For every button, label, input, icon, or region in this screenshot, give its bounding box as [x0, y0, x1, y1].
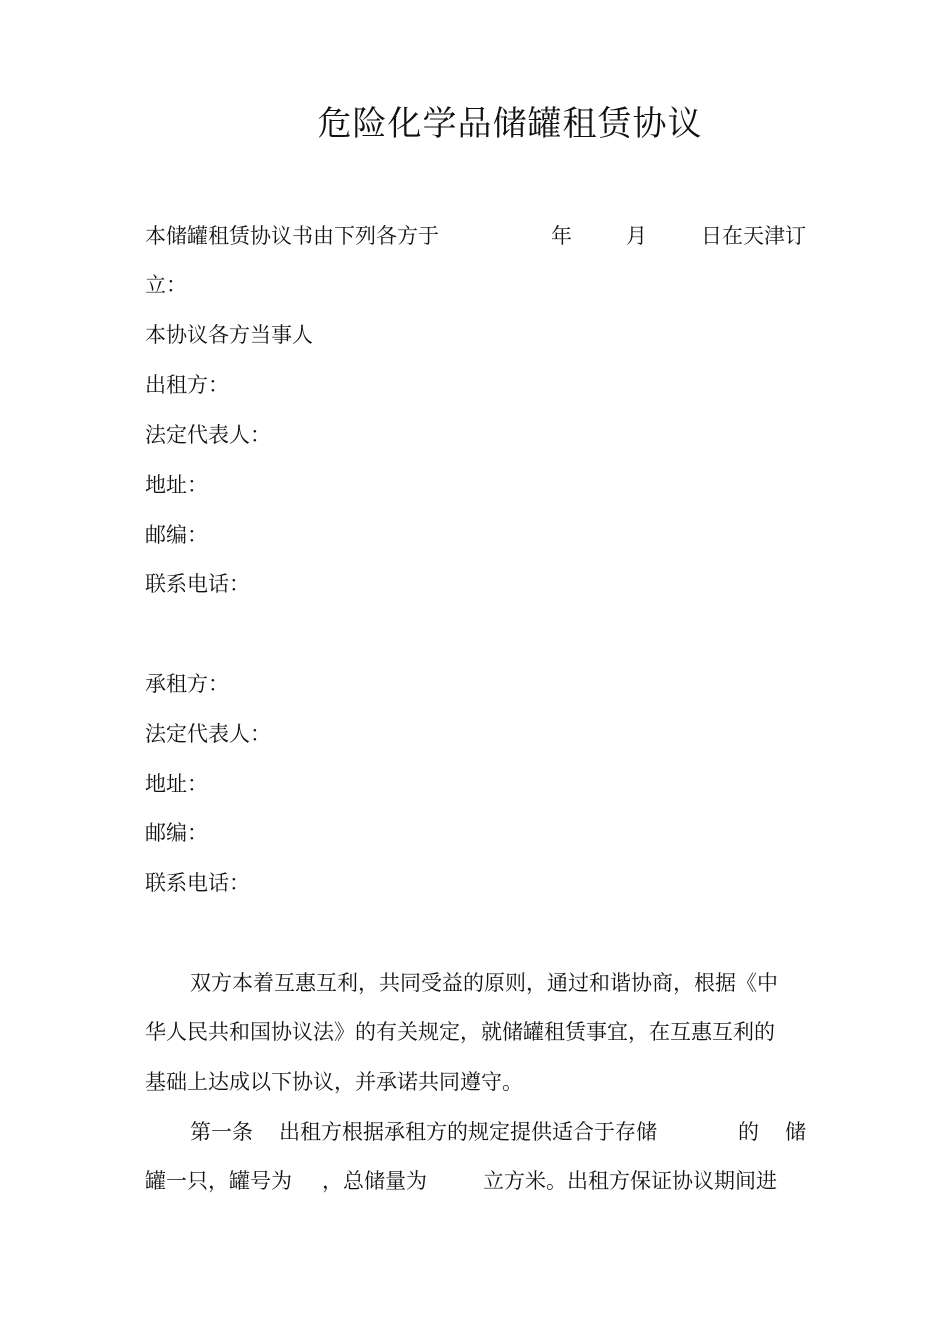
preamble-line-2: 华人民共和国协议法》的有关规定，就储罐租赁事宜，在互惠互利的 [145, 1020, 775, 1044]
lessee-phone: 联系电话： [145, 871, 250, 895]
lessor-address: 地址： [145, 473, 208, 497]
lessee-postcode: 邮编： [145, 821, 208, 845]
intro-line [145, 221, 806, 251]
article1-de: 的 [738, 1120, 759, 1144]
article1-capacity: ，总储量为 [322, 1169, 427, 1193]
parties-heading: 本协议各方当事人 [145, 323, 313, 347]
intro-day-place: 日在天津订 [701, 224, 806, 248]
article1-line-1 [190, 1117, 806, 1147]
lessee-rep: 法定代表人： [145, 722, 271, 746]
article1-text: 出租方根据承租方的规定提供适合于存储 [279, 1120, 657, 1144]
lessor-postcode: 邮编： [145, 523, 208, 547]
article1-number: 第一条 [190, 1120, 253, 1144]
intro-year: 年 [551, 224, 572, 248]
article1-line-2 [145, 1166, 777, 1196]
article1-tank-no: 罐一只，罐号为 [145, 1169, 292, 1193]
lessor-phone: 联系电话： [145, 572, 250, 596]
document-title: 危险化学品储罐租赁协议 [317, 104, 703, 144]
preamble-line-1: 双方本着互惠互利，共同受益的原则，通过和谐协商，根据《中 [190, 971, 778, 995]
lessee-address: 地址： [145, 772, 208, 796]
article1-chu: 储 [785, 1120, 806, 1144]
preamble-line-3: 基础上达成以下协议，并承诺共同遵守。 [145, 1070, 523, 1094]
lessee-label: 承租方： [145, 672, 229, 696]
lessor-label: 出租方： [145, 373, 229, 397]
article1-volume: 立方米。出租方保证协议期间进 [483, 1169, 777, 1193]
intro-continued: 立： [145, 273, 187, 297]
lessor-rep: 法定代表人： [145, 423, 271, 447]
intro-text: 本储罐租赁协议书由下列各方于 [145, 224, 439, 248]
intro-month: 月 [626, 224, 647, 248]
